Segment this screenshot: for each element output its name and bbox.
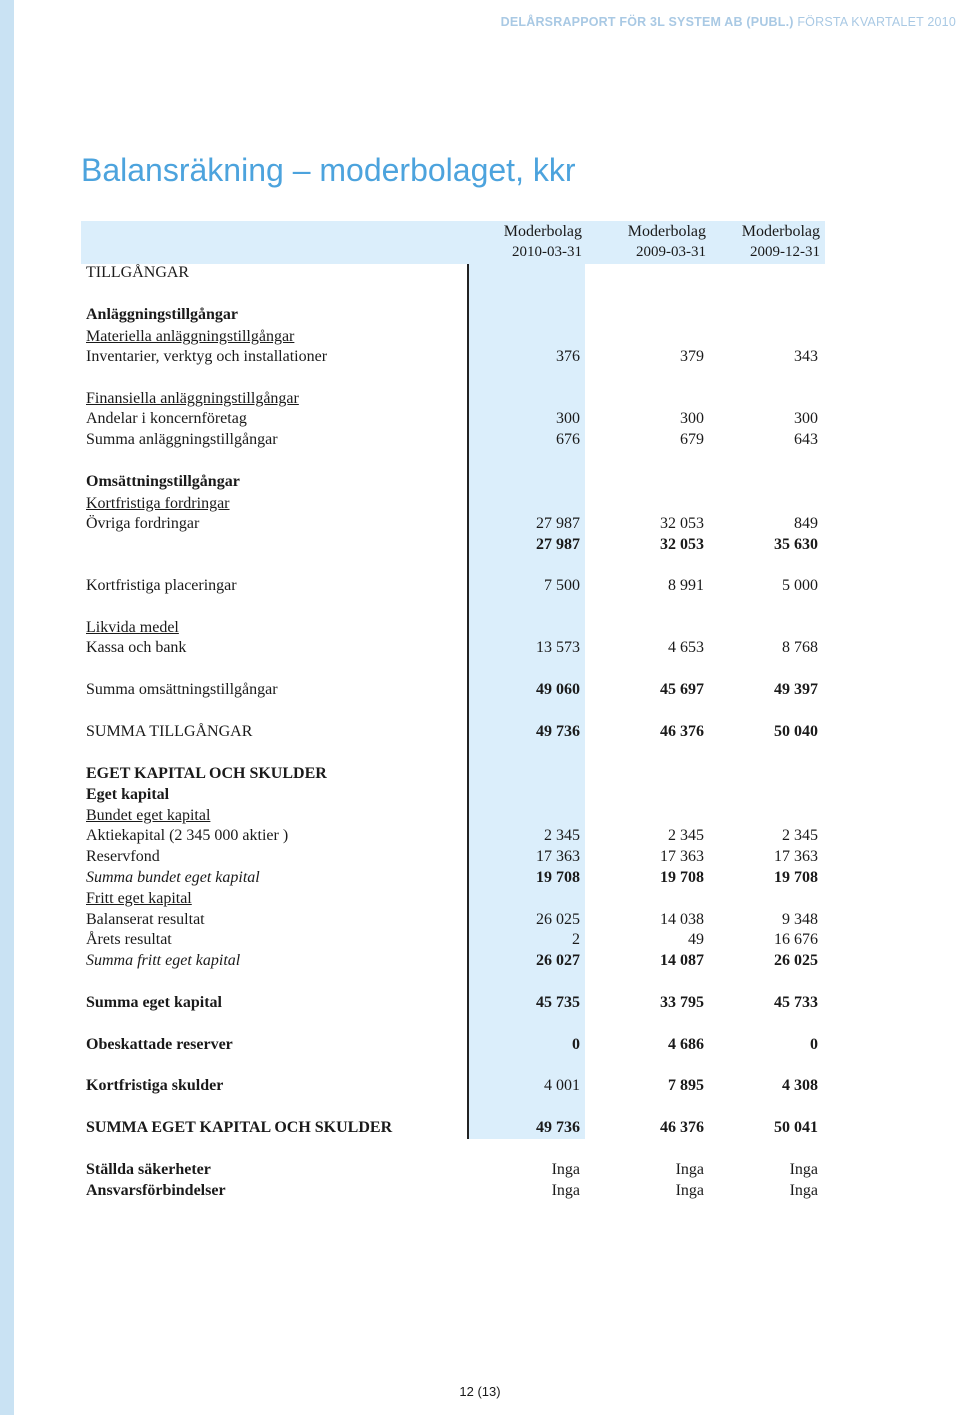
row-value-v3: 343: [794, 348, 818, 365]
row-value-v2: 14 038: [660, 911, 704, 928]
row-value-v2: 33 795: [660, 994, 704, 1011]
row-value-v2: 32 053: [660, 515, 704, 532]
row-label: Bundet eget kapital: [86, 807, 211, 824]
col1-date: 2010-03-31: [512, 244, 582, 260]
row-value-v1: 49 736: [536, 1119, 580, 1136]
row-value-v1: 49 060: [536, 681, 580, 698]
col1-entity: Moderbolag: [503, 223, 582, 240]
row-value-v2: 45 697: [660, 681, 704, 698]
row-value-v2: 49: [688, 931, 704, 948]
row-value-v3: 19 708: [774, 869, 818, 886]
row-value-v1: 27 987: [536, 536, 580, 553]
table-row: [86, 618, 826, 638]
row-value-v1: 2: [572, 931, 580, 948]
table-row: [86, 785, 826, 805]
row-label: Summa omsättningstillgångar: [86, 681, 278, 698]
row-value-v1: 376: [556, 348, 580, 365]
row-label: Övriga fordringar: [86, 515, 200, 532]
table-row: [86, 1118, 826, 1138]
row-value-v1: Inga: [551, 1161, 580, 1178]
row-label: SUMMA TILLGÅNGAR: [86, 723, 253, 740]
row-label: Årets resultat: [86, 931, 172, 948]
row-value-v3: 50 040: [774, 723, 818, 740]
row-value-v1: 2 345: [544, 827, 580, 844]
row-value-v2: Inga: [675, 1182, 704, 1199]
row-value-v3: 49 397: [774, 681, 818, 698]
col3-entity: Moderbolag: [741, 223, 820, 240]
table-row: [86, 347, 826, 367]
row-value-v2: 4 653: [668, 639, 704, 656]
table-row: [86, 826, 826, 846]
table-row: [86, 806, 826, 826]
running-header: [501, 15, 956, 29]
row-value-v3: 9 348: [782, 911, 818, 928]
table-row: [86, 576, 826, 596]
table-row: [86, 951, 826, 971]
table-row: [86, 889, 826, 909]
row-value-v3: 4 308: [782, 1077, 818, 1094]
table-row: [86, 430, 826, 450]
row-value-v3: 16 676: [774, 931, 818, 948]
row-value-v2: 7 895: [668, 1077, 704, 1094]
table-row: [86, 1160, 826, 1180]
row-value-v3: 5 000: [782, 577, 818, 594]
row-value-v3: 0: [810, 1036, 818, 1053]
row-value-v2: 679: [680, 431, 704, 448]
table-row: [86, 680, 826, 700]
table-row: [86, 868, 826, 888]
row-value-v3: 2 345: [782, 827, 818, 844]
row-value-v2: 46 376: [660, 723, 704, 740]
row-value-v1: 26 025: [536, 911, 580, 928]
table-row: [86, 1076, 826, 1096]
row-value-v3: 45 733: [774, 994, 818, 1011]
row-label: Materiella anläggningstillgångar: [86, 328, 295, 345]
table-row: [86, 847, 826, 867]
row-label: Eget kapital: [86, 786, 170, 803]
table-row: [86, 535, 826, 555]
table-row: [86, 305, 826, 325]
row-value-v3: 849: [794, 515, 818, 532]
table-row: [86, 930, 826, 950]
row-label: Anläggningstillgångar: [86, 306, 239, 323]
row-value-v2: 379: [680, 348, 704, 365]
row-value-v2: 19 708: [660, 869, 704, 886]
row-value-v1: 300: [556, 410, 580, 427]
col2-entity: Moderbolag: [627, 223, 706, 240]
row-value-v2: 4 686: [668, 1036, 704, 1053]
row-value-v1: 4 001: [544, 1077, 580, 1094]
row-value-v1: 7 500: [544, 577, 580, 594]
row-label: Kassa och bank: [86, 639, 187, 656]
table-row: [86, 409, 826, 429]
row-value-v3: 643: [794, 431, 818, 448]
table-row: [86, 722, 826, 742]
row-value-v1: 13 573: [536, 639, 580, 656]
row-label: Fritt eget kapital: [86, 890, 192, 907]
table-row: [86, 389, 826, 409]
row-value-v3: 8 768: [782, 639, 818, 656]
row-label: Summa fritt eget kapital: [86, 952, 241, 969]
row-label: EGET KAPITAL OCH SKULDER: [86, 765, 327, 782]
row-value-v2: 17 363: [660, 848, 704, 865]
row-value-v3: 50 041: [774, 1119, 818, 1136]
row-value-v1: 45 735: [536, 994, 580, 1011]
row-value-v2: 2 345: [668, 827, 704, 844]
row-value-v3: 26 025: [774, 952, 818, 969]
table-row: [86, 993, 826, 1013]
row-label: Summa anläggningstillgångar: [86, 431, 278, 448]
row-label: Finansiella anläggningstillgångar: [86, 390, 299, 407]
row-label: Andelar i koncernföretag: [86, 410, 247, 427]
table-row: [86, 514, 826, 534]
row-value-v2: 300: [680, 410, 704, 427]
left-margin-bar: [0, 0, 14, 1415]
row-value-v1: 19 708: [536, 869, 580, 886]
col2-date: 2009-03-31: [636, 244, 706, 260]
table-row: [86, 494, 826, 514]
table-row: [86, 638, 826, 658]
row-label: Kortfristiga skulder: [86, 1077, 224, 1094]
row-label: Kortfristiga fordringar: [86, 495, 230, 512]
row-value-v2: 32 053: [660, 536, 704, 553]
row-label: Omsättningstillgångar: [86, 473, 240, 490]
row-value-v1: 27 987: [536, 515, 580, 532]
table-row: [86, 910, 826, 930]
row-value-v1: 0: [572, 1036, 580, 1053]
row-label: Obeskattade reserver: [86, 1036, 233, 1053]
row-value-v1: 49 736: [536, 723, 580, 740]
row-label: Ställda säkerheter: [86, 1161, 211, 1178]
row-label: Likvida medel: [86, 619, 179, 636]
row-label: Inventarier, verktyg och installationer: [86, 348, 328, 365]
row-label: Summa eget kapital: [86, 994, 222, 1011]
page-number: 12 (13): [459, 1384, 501, 1399]
row-value-v1: 26 027: [536, 952, 580, 969]
table-row: [86, 1035, 826, 1055]
running-header-period: FÖRSTA KVARTALET 2010: [793, 15, 956, 29]
table-row: [86, 764, 826, 784]
table-row: [86, 1181, 826, 1201]
table-row: [86, 472, 826, 492]
row-label: Balanserat resultat: [86, 911, 205, 928]
table-row: [86, 327, 826, 347]
running-header-company: DELÅRSRAPPORT FÖR 3L SYSTEM AB (PUBL.): [500, 15, 794, 29]
row-value-v3: 17 363: [774, 848, 818, 865]
row-label: Summa bundet eget kapital: [86, 869, 260, 886]
page-title: Balansräkning – moderbolaget, kkr: [81, 152, 576, 188]
row-value-v2: 8 991: [668, 577, 704, 594]
row-value-v1: Inga: [551, 1182, 580, 1199]
row-value-v1: 676: [556, 431, 580, 448]
row-value-v2: Inga: [675, 1161, 704, 1178]
row-value-v2: 14 087: [660, 952, 704, 969]
row-value-v3: Inga: [789, 1161, 818, 1178]
row-label: Reservfond: [86, 848, 160, 865]
row-label: Ansvarsförbindelser: [86, 1182, 226, 1199]
row-value-v1: 17 363: [536, 848, 580, 865]
col3-date: 2009-12-31: [750, 244, 820, 260]
row-value-v2: 46 376: [660, 1119, 704, 1136]
row-label: SUMMA EGET KAPITAL OCH SKULDER: [86, 1119, 393, 1136]
row-value-v3: 300: [794, 410, 818, 427]
row-value-v3: 35 630: [774, 536, 818, 553]
row-label: Aktiekapital (2 345 000 aktier ): [86, 827, 289, 844]
row-value-v3: Inga: [789, 1182, 818, 1199]
section-tillgangar-heading: TILLGÅNGAR: [86, 264, 190, 281]
row-label: Kortfristiga placeringar: [86, 577, 237, 594]
